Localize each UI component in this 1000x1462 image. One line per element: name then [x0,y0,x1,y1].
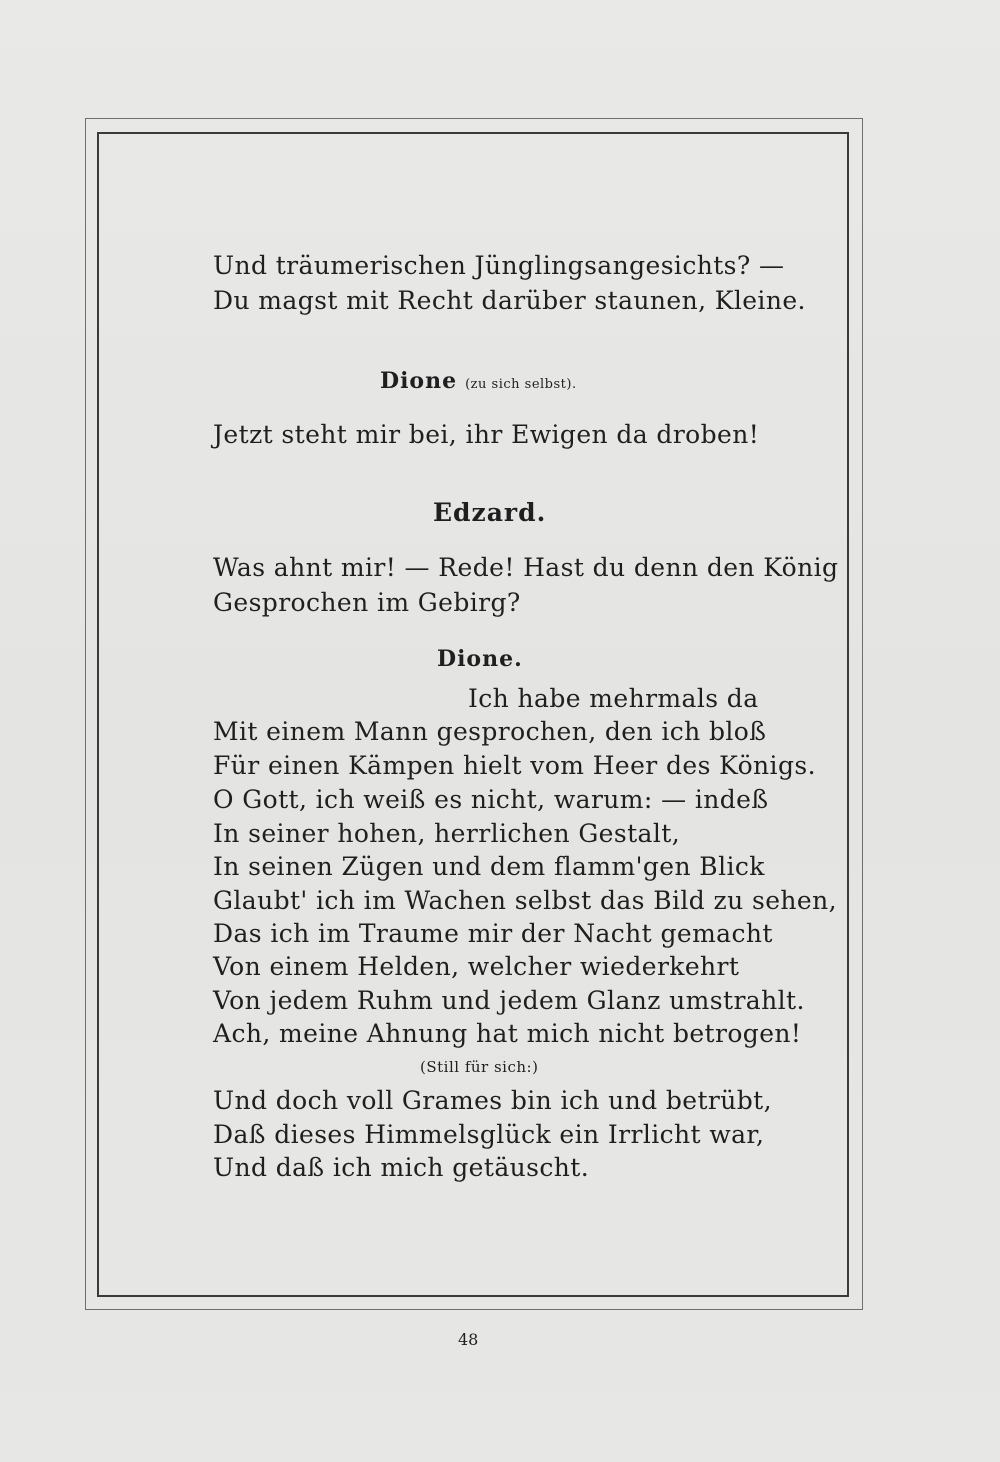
speaker-heading-dione [380,366,577,400]
verse-line: Von jedem Ruhm und jedem Glanz umstrahlt. [213,986,805,1015]
verse-line: Was ahnt mir! — Rede! Hast du denn den König [213,553,839,582]
verse-line: O Gott, ich weiß es nicht, warum: — indeß [213,785,769,814]
speaker-name: Edzard. [433,498,547,527]
verse-line: Und daß ich mich getäuscht. [213,1153,590,1182]
verse-line: Mit einem Mann gesprochen, den ich bloß [213,717,767,746]
verse-line: Und doch voll Grames bin ich und betrübt, [213,1086,772,1115]
verse-line: Glaubt' ich im Wachen selbst das Bild zu sehen, [213,886,837,915]
verse-line: Daß dieses Himmelsglück ein Irrlicht war, [213,1120,765,1149]
stage-direction: (Still für sich:) [420,1058,539,1076]
verse-line: Und träumerischen Jünglingsangesichts? — [213,251,785,280]
speaker-name: Dione [380,368,458,394]
verse-line: Ach, meine Ahnung hat mich nicht betrogen! [213,1019,802,1048]
verse-line: In seinen Zügen und dem flamm'gen Blick [213,852,765,881]
speaker-direction: (zu sich selbst). [465,377,577,392]
page-number: 48 [458,1330,479,1349]
speaker-heading-edzard [433,498,546,528]
verse-line: Das ich im Traume mir der Nacht gemacht [213,919,773,948]
verse-line: Jetzt steht mir bei, ihr Ewigen da droben! [213,420,760,449]
verse-line: Du magst mit Recht darüber staunen, Kleine. [213,286,806,315]
speaker-name: Dione. [437,646,523,672]
verse-line: Gesprochen im Gebirg? [213,588,521,617]
verse-line: In seiner hohen, herrlichen Gestalt, [213,819,681,848]
verse-line: Ich habe mehrmals da [468,684,759,713]
verse-line: Für einen Kämpen hielt vom Heer des Königs. [213,751,816,780]
verse-line: Von einem Helden, welcher wiederkehrt [213,952,740,981]
speaker-heading-dione-2 [437,644,523,674]
